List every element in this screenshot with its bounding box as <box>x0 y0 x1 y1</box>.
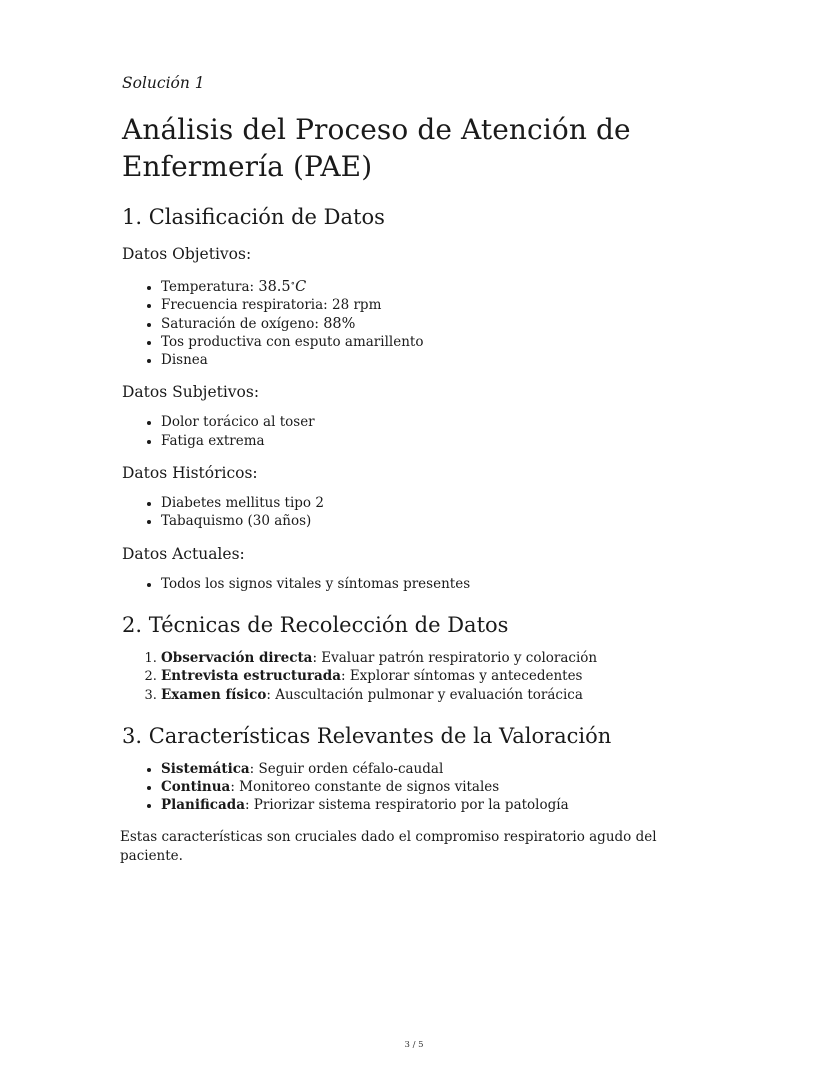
solution-label: Solución 1 <box>122 74 205 92</box>
temperatura-number: 38.5 <box>258 279 291 295</box>
section-3-heading: 3. Características Relevantes de la Valoración <box>122 723 612 748</box>
list-item: • Todos los signos vitales y síntomas presentes <box>161 575 722 593</box>
saturacion-value: 88% <box>323 315 356 332</box>
datos-subjetivos-heading: Datos Subjetivos: <box>122 383 260 402</box>
degree-symbol: ∘ <box>290 279 296 289</box>
item-desc: : Monitoreo constante de signos vitales <box>230 779 500 796</box>
caracteristicas-list <box>122 760 722 815</box>
list-item: • Tabaquismo (30 años) <box>161 512 722 530</box>
item-desc: : Evaluar patrón respiratorio y coloración <box>312 649 598 666</box>
datos-subjetivos-list <box>122 413 722 450</box>
list-item <box>161 667 722 685</box>
temperatura-value <box>258 279 306 295</box>
list-item <box>161 778 722 796</box>
list-item: • Diabetes mellitus tipo 2 <box>161 494 722 512</box>
item-desc: : Explorar síntomas y antecedentes <box>340 668 583 685</box>
saturacion-label: Saturación de oxígeno: <box>161 315 324 332</box>
list-item: • Fatiga extrema <box>161 432 722 450</box>
item-desc: : Seguir orden céfalo-caudal <box>249 760 444 777</box>
datos-actuales-list <box>122 575 722 593</box>
tecnicas-list <box>122 649 722 704</box>
list-item <box>161 649 722 667</box>
datos-actuales-heading: Datos Actuales: <box>122 544 245 563</box>
item-term: Examen físico <box>161 686 267 703</box>
temperatura-unit: C <box>295 279 307 295</box>
datos-objetivos-heading: Datos Objetivos: <box>122 245 252 263</box>
list-item-saturacion <box>161 315 722 333</box>
item-term: Sistemática <box>161 760 250 777</box>
page-title: Análisis del Proceso de Atención de Enfermería (PAE) <box>122 113 631 183</box>
datos-objetivos-list <box>122 275 722 369</box>
item-term: Planificada <box>161 797 245 814</box>
item-term: Observación directa <box>161 649 313 666</box>
list-item-temperatura <box>161 275 722 296</box>
section-2-heading: 2. Técnicas de Recolección de Datos <box>122 612 509 637</box>
item-term: Entrevista estructurada <box>161 668 341 685</box>
list-item-tos: • Tos productiva con esputo amarillento <box>161 333 722 351</box>
section-1-heading: 1. Clasificación de Datos <box>122 205 385 229</box>
item-desc: : Priorizar sistema respiratorio por la patología <box>244 797 569 814</box>
temperatura-label: Temperatura: <box>161 279 259 295</box>
item-term: Continua <box>161 779 231 796</box>
list-item <box>161 796 722 814</box>
list-item <box>161 686 722 704</box>
list-item-disnea: • Disnea <box>161 351 722 369</box>
datos-historicos-heading: Datos Históricos: <box>122 464 258 483</box>
item-desc: : Auscultación pulmonar y evaluación torácica <box>266 686 583 703</box>
datos-historicos-list <box>122 494 722 531</box>
page-number: 3 / 5 <box>404 1040 424 1050</box>
list-item: • Dolor torácico al toser <box>161 413 722 431</box>
list-item-frecuencia: • Frecuencia respiratoria: 28 rpm <box>161 296 722 314</box>
list-item <box>161 760 722 778</box>
closing-paragraph: Estas características son cruciales dado el compromiso respiratorio agudo del paciente. <box>120 828 657 864</box>
document-page <box>122 72 722 866</box>
